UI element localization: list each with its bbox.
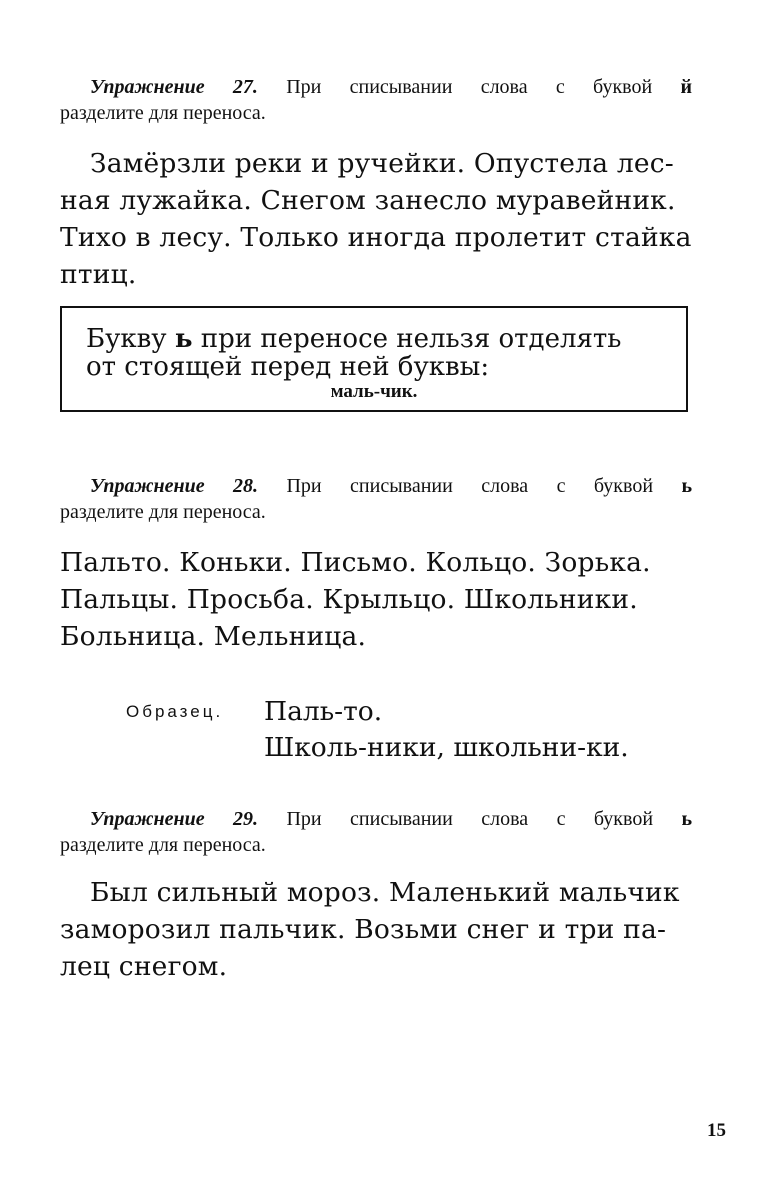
sample-line-1: Паль-то.	[264, 696, 383, 727]
sample-label: Образец.	[126, 702, 224, 721]
exercise-27-instruction-end: разделите для переноса.	[60, 102, 266, 124]
rule-line-1	[86, 324, 621, 354]
rule-letter: ь	[174, 324, 193, 354]
rule-text: при переносе нельзя отделять	[192, 324, 622, 354]
rule-text: Букву	[86, 324, 175, 354]
rule-line-2: от стоящей перед ней буквы:	[86, 352, 490, 382]
exercise-28-heading-line1	[60, 473, 692, 499]
exercise-28-text	[60, 544, 692, 655]
text-line: заморозил пальчик. Возьми снег и три па-	[60, 914, 667, 945]
exercise-28-heading	[60, 473, 692, 525]
text-line: Пальцы. Просьба. Крыльцо. Школьники.	[60, 584, 638, 615]
exercise-27-letter: й	[680, 76, 693, 98]
exercise-29-heading	[60, 806, 692, 858]
text-line: ная лужайка. Снегом занесло муравейник.	[60, 185, 676, 216]
text-line: Был сильный мороз. Маленький мальчик	[90, 877, 680, 908]
rule-example: маль-чик.	[330, 381, 418, 402]
exercise-27-text	[60, 145, 692, 293]
exercise-29-text	[60, 874, 692, 985]
exercise-27-instruction: При списывании слова с буквой	[286, 76, 681, 98]
exercise-28-instruction-end: разделите для переноса.	[60, 501, 266, 523]
exercise-27-title: Упражнение 27.	[90, 76, 258, 98]
text-line: Пальто. Коньки. Письмо. Кольцо. Зорька.	[60, 547, 651, 578]
text-line: Тихо в лесу. Только иногда пролетит стайка	[60, 222, 692, 253]
page-number: 15	[707, 1120, 726, 1141]
exercise-29-title: Упражнение 29.	[90, 808, 259, 830]
text-line: птиц.	[60, 259, 137, 290]
exercise-28-instruction: При списывании слова с буквой	[286, 475, 682, 497]
text-line: лец снегом.	[60, 951, 228, 982]
exercise-28-letter: ь	[681, 475, 693, 497]
exercise-27-heading-line1	[60, 74, 692, 100]
exercise-27-heading	[60, 74, 692, 126]
exercise-29-instruction-end: разделите для переноса.	[60, 834, 266, 856]
exercise-29-instruction: При списывании слова с буквой	[286, 808, 682, 830]
exercise-29-letter: ь	[681, 808, 693, 830]
text-line: Замёрзли реки и ручейки. Опустела лес-	[90, 148, 674, 179]
sample-line-2: Школь-ники, школьни-ки.	[264, 732, 629, 763]
rule-box	[60, 306, 688, 412]
text-line: Больница. Мельница.	[60, 621, 367, 652]
exercise-29-heading-line1	[60, 806, 692, 832]
exercise-28-title: Упражнение 28.	[90, 475, 259, 497]
